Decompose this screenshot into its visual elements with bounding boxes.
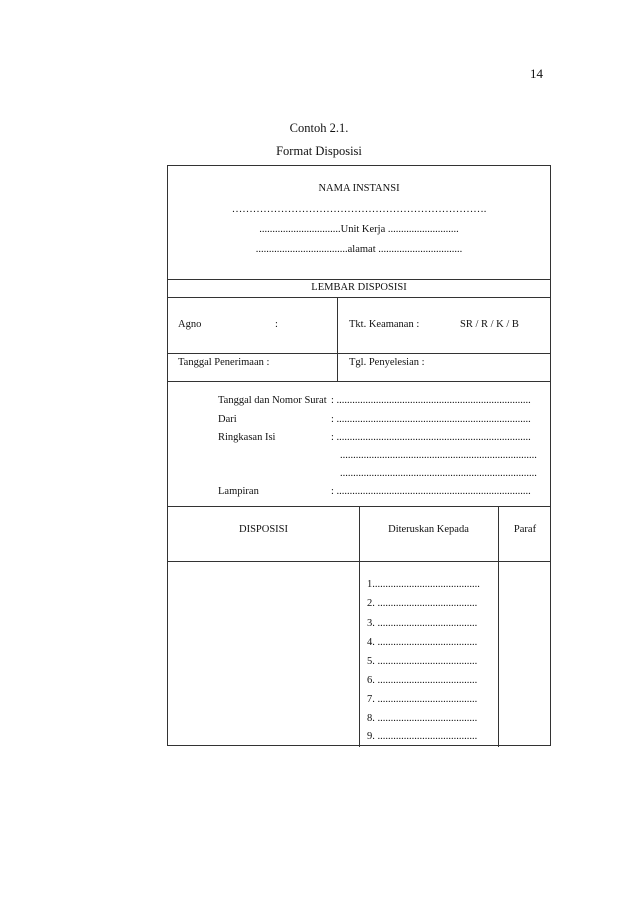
address-line: ...................................alamat ................................ [255,244,463,255]
divider [168,353,550,354]
column-divider [498,506,499,747]
forwarded-item: 4. ...................................... [367,637,478,648]
page-number: 14 [530,66,543,81]
institution-name: NAMA INSTANSI [318,183,400,194]
from-value: : .......................................................................... [331,414,531,425]
attachment-value: : .......................................................................... [331,486,531,497]
forwarded-to-header: Diteruskan Kepada [388,524,469,535]
signature-header: Paraf [513,524,537,535]
column-divider [337,353,338,381]
forwarded-item: 9. ...................................... [367,731,478,742]
caption-title: Format Disposisi [276,144,362,158]
divider [168,561,550,562]
column-divider [337,297,338,353]
agno-label: Agno [178,319,202,330]
summary-value: : .......................................................................... [331,432,531,443]
security-level-value: SR / R / K / B [460,319,519,330]
summary-label: Ringkasan Isi [218,432,276,443]
divider [168,279,550,280]
institution-dots-line: ………………………………………………………………. [231,204,487,215]
disposition-form [167,165,551,746]
forwarded-item: 1......................................... [367,579,480,590]
from-label: Dari [218,414,237,425]
security-level-label: Tkt. Keamanan : [349,319,420,330]
forwarded-item: 3. ...................................... [367,618,478,629]
summary-line-2: ........................................................................... [340,450,537,461]
attachment-label: Lampiran [218,486,259,497]
receipt-date-label: Tanggal Penerimaan : [178,357,270,368]
agno-colon: : [275,319,278,330]
work-unit-line: ...............................Unit Kerja ........................... [259,224,459,235]
summary-line-3: ........................................................................... [340,468,537,479]
letter-date-number-value: : .......................................................................... [331,395,531,406]
letter-date-number-label: Tanggal dan Nomor Surat [218,395,327,406]
disposisi-header: DISPOSISI [238,524,288,535]
divider [168,297,550,298]
forwarded-item: 8. ...................................... [367,713,478,724]
forwarded-item: 6. ...................................... [367,675,478,686]
column-divider [359,506,360,747]
caption-example-number: Contoh 2.1. [289,121,349,135]
divider [168,381,550,382]
forwarded-item: 5. ...................................... [367,656,478,667]
lembar-title: LEMBAR DISPOSISI [311,282,407,293]
forwarded-item: 2. ...................................... [367,598,478,609]
completion-date-label: Tgl. Penyelesian : [349,357,425,368]
forwarded-item: 7. ...................................... [367,694,478,705]
